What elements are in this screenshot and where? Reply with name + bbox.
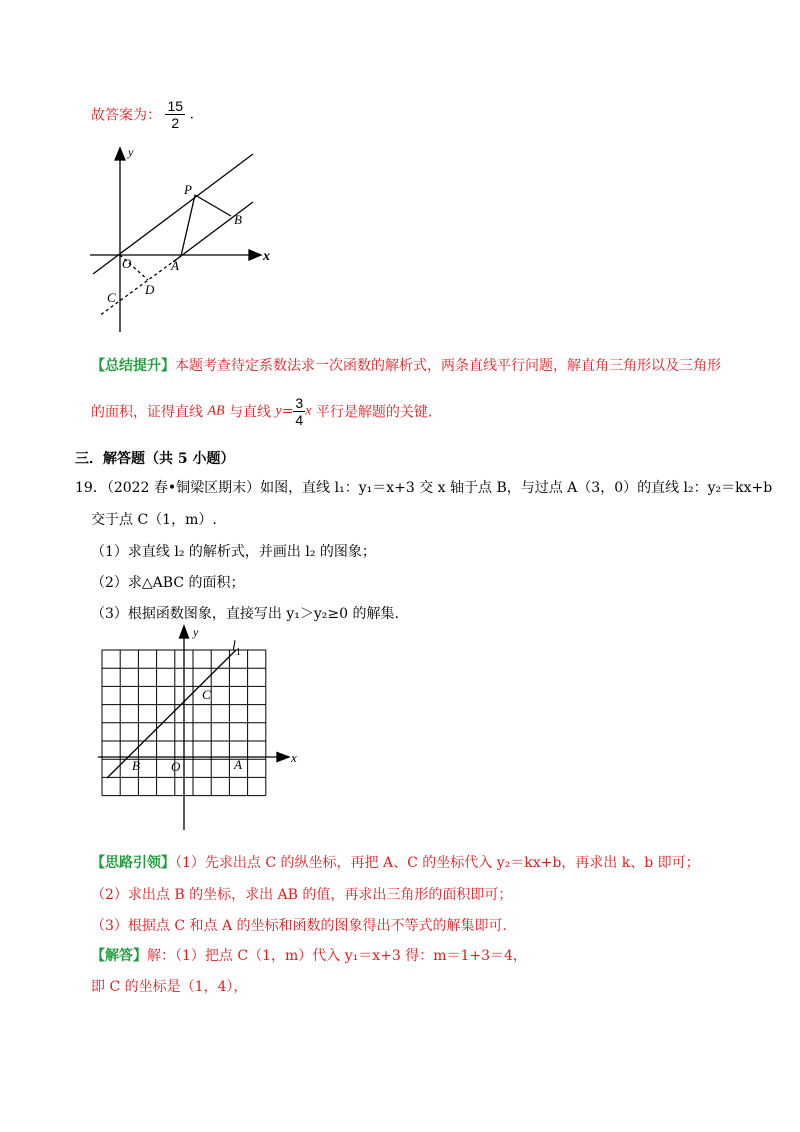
- line-ab: [173, 202, 253, 262]
- question-part-3: （3）根据函数图象，直接写出 y₁＞y₂≥0 的解集.: [91, 606, 399, 622]
- summary-ab: AB: [207, 403, 225, 419]
- solution-text-1: 解：（1）把点 C（1，m）代入 y₁＝x+3 得：m＝1+3＝4，: [147, 948, 527, 964]
- fig2-label-b: B: [132, 758, 140, 773]
- answer-prefix: 故答案为：: [91, 107, 161, 124]
- summary-y: y: [275, 403, 282, 419]
- y-axis-arrow-icon: [180, 626, 189, 638]
- fig2-x-label: x: [291, 750, 297, 765]
- solution-line-2: 即 C 的坐标是（1，4），: [91, 979, 248, 995]
- summary-text-2b: 与直线: [224, 404, 276, 421]
- fig2-label-c: C: [202, 687, 211, 702]
- figure-1: [85, 140, 285, 340]
- fig1-label-c: C: [107, 290, 116, 305]
- hint-tag: 【思路引领】: [91, 855, 175, 871]
- question-part-1: （1）求直线 l₂ 的解析式，并画出 l₂ 的图象；: [91, 544, 376, 560]
- fig2-label-o: O: [171, 759, 181, 774]
- fig2-label-a: A: [234, 757, 242, 772]
- x-axis-arrow-icon: [277, 753, 289, 762]
- hint-line-3: （3）根据点 C 和点 A 的坐标和函数的图象得出不等式的解集即可.: [91, 918, 507, 934]
- figure-2: [95, 620, 305, 835]
- fraction-numerator: 15: [167, 98, 184, 114]
- summary-text-2c: 平行是解题的关键.: [311, 404, 433, 421]
- fig2-l1-label: [232, 639, 241, 658]
- line-op: [93, 154, 253, 274]
- answer-fraction: [165, 98, 185, 131]
- question-line-1: 19．（2022 春•铜梁区期末）如图，直线 l₁：y₁＝x+3 交 x 轴于点 B，与过点 A（3，0）的直线 l₂：y₂＝kx+b: [75, 480, 773, 496]
- summary-fraction-numerator: 3: [295, 395, 304, 411]
- answer-line: [91, 98, 194, 131]
- section-title: 三．解答题（共 5 小题）: [75, 451, 235, 467]
- question-part-2: （2）求△ABC 的面积；: [91, 575, 245, 591]
- solution-line-1: [91, 945, 527, 965]
- question-line-2: 交于点 C（1，m）.: [91, 512, 217, 528]
- fig2-l1-letter: l: [232, 639, 236, 654]
- summary-fraction: [293, 395, 305, 428]
- hint-line-1: [91, 852, 700, 872]
- fraction-denominator: 2: [171, 115, 180, 131]
- x-axis-arrow-icon: [249, 250, 261, 260]
- summary-text-2a: 的面积，证得直线: [91, 404, 208, 421]
- y-axis-arrow-icon: [115, 148, 125, 160]
- segment-pb: [195, 195, 231, 216]
- solution-tag: 【解答】: [91, 948, 147, 964]
- fig2-y-label: y: [193, 625, 199, 639]
- dotted-line-ac: [99, 256, 181, 316]
- fig1-y-label: y: [128, 145, 134, 159]
- summary-x: x: [305, 403, 312, 419]
- answer-suffix: .: [189, 106, 194, 123]
- fig1-label-d: D: [145, 282, 155, 297]
- summary-eq: =: [281, 403, 294, 420]
- fig1-label-b: B: [234, 212, 242, 227]
- fig2-l1-subscript: 1: [235, 647, 241, 658]
- hint-line-2: （2）求出点 B 的坐标，求出 AB 的值，再求出三角形的面积即可；: [91, 887, 513, 903]
- summary-text-1: 本题考查待定系数法求一次函数的解析式，两条直线平行问题，解直角三角形以及三角形: [175, 358, 721, 374]
- summary-fraction-denominator: 4: [295, 412, 304, 428]
- fig1-x-label: x: [263, 249, 270, 264]
- fig1-label-p: P: [184, 182, 192, 197]
- summary-line-2: [91, 395, 432, 428]
- fig1-label-o: O: [122, 256, 132, 271]
- fig1-label-a: A: [171, 258, 179, 273]
- hint-text-1: （1）先求出点 C 的纵坐标，再把 A、C 的坐标代入 y₂＝kx+b，再求出 k、b 即可；: [175, 855, 700, 871]
- summary-line-1: [91, 355, 721, 375]
- summary-tag: 【总结提升】: [91, 358, 175, 374]
